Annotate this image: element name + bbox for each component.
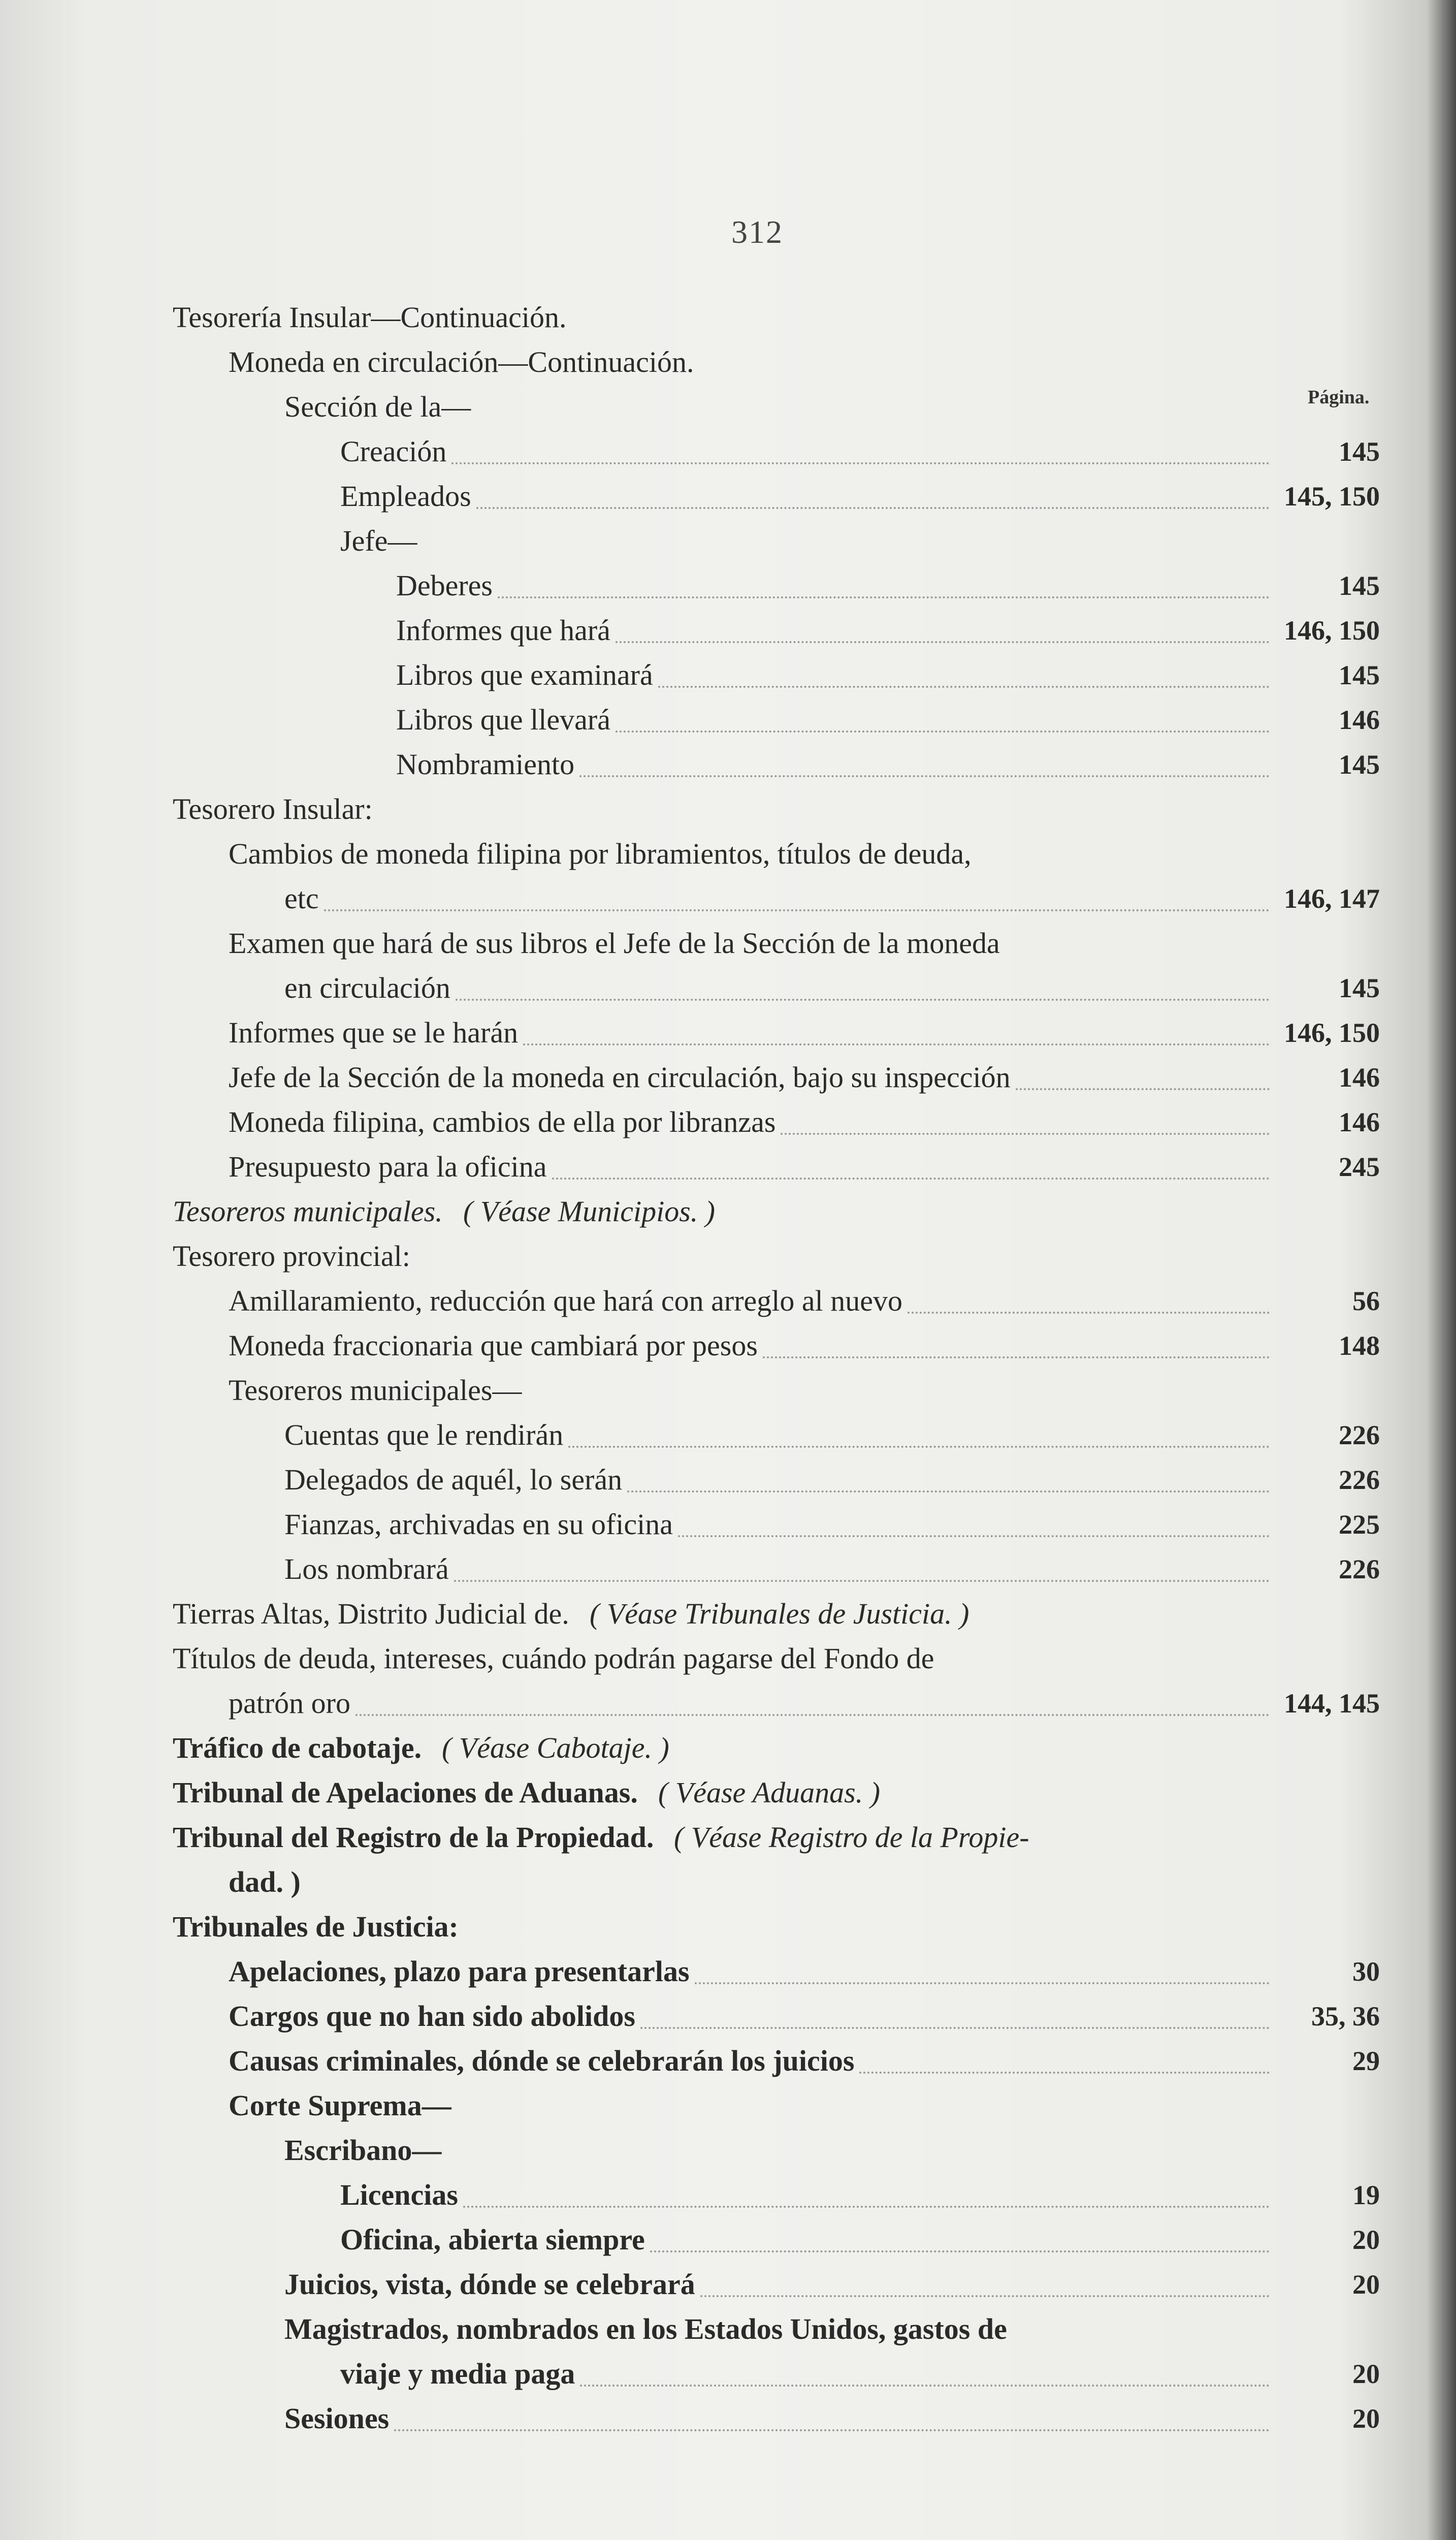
entry-text: Informes que se le harán <box>229 1016 519 1049</box>
leader-dots <box>454 1551 1270 1582</box>
page-reference: 146 <box>1339 1107 1380 1137</box>
see-reference: ( Véase Registro de la Propie- <box>674 1821 1029 1854</box>
leader-dots <box>476 479 1270 509</box>
leader-dots <box>781 1104 1270 1135</box>
entry-text: Tesoreros municipales. <box>173 1195 443 1228</box>
entry-text: Amillaramiento, reducción que hará con arreglo al nuevo <box>229 1284 903 1317</box>
page-reference: 145 <box>1339 973 1380 1003</box>
entry-text: Cambios de moneda filipina por libramientos, títulos de deuda, <box>229 837 972 870</box>
entry-text: Tesoreros municipales— <box>229 1374 522 1407</box>
entry-text: Cuentas que le rendirán <box>284 1418 564 1451</box>
page-reference: 226 <box>1339 1420 1380 1450</box>
entry-text: Cargos que no han sido abolidos <box>229 1999 635 2033</box>
page-reference: 20 <box>1352 2225 1380 2255</box>
leader-dots <box>616 702 1270 733</box>
entry-text: Empleados <box>340 480 471 513</box>
entry-text: Corte Suprema— <box>229 2089 451 2122</box>
leader-dots <box>579 747 1270 777</box>
page-reference: 144, 145 <box>1284 1688 1380 1719</box>
entry-text: Juicios, vista, dónde se celebrará <box>284 2268 695 2301</box>
leader-dots <box>650 2222 1270 2252</box>
entry-text: Oficina, abierta siempre <box>340 2223 645 2256</box>
page-reference: 145 <box>1339 570 1380 601</box>
entry-text: Moneda fraccionaria que cambiará por pesos <box>229 1329 758 1362</box>
leader-dots <box>640 1998 1270 2029</box>
page-reference: 35, 36 <box>1311 2001 1380 2031</box>
entry-text: Fianzas, archivadas en su oficina <box>284 1508 673 1541</box>
entry-text: Causas criminales, dónde se celebrarán los juicios <box>229 2044 855 2077</box>
page-reference: 146 <box>1339 705 1380 735</box>
leader-dots <box>616 613 1270 643</box>
entry-text: Tribunal de Apelaciones de Aduanas. <box>173 1776 638 1809</box>
leader-dots <box>859 2043 1270 2074</box>
see-reference: ( Véase Aduanas. ) <box>658 1776 881 1809</box>
page-reference: 29 <box>1352 2046 1380 2076</box>
page-reference: 20 <box>1352 2269 1380 2300</box>
leader-dots <box>394 2401 1270 2431</box>
entry-text: Tribunal del Registro de la Propiedad. <box>173 1821 654 1854</box>
page-reference: 146 <box>1339 1062 1380 1093</box>
entry-text: Presupuesto para la oficina <box>229 1150 547 1183</box>
entry-text: Libros que llevará <box>396 703 610 736</box>
leader-dots <box>324 881 1270 911</box>
see-reference: ( Véase Municipios. ) <box>463 1195 716 1228</box>
entry-text: Deberes <box>396 569 493 602</box>
page-reference: 148 <box>1339 1330 1380 1361</box>
entry-text: Tesorería Insular—Continuación. <box>173 301 567 334</box>
page-reference: 146, 150 <box>1284 615 1380 646</box>
leader-dots <box>580 2356 1270 2387</box>
entry-text: Nombramiento <box>396 748 575 781</box>
entry-text: Examen que hará de sus libros el Jefe de la Sección de la moneda <box>229 927 1000 960</box>
leader-dots <box>695 1954 1270 1984</box>
page-number: 312 <box>731 214 783 250</box>
entry-text: Moneda filipina, cambios de ella por libranzas <box>229 1105 776 1138</box>
page-reference: 30 <box>1352 1956 1380 1987</box>
page-reference: 20 <box>1352 2403 1380 2434</box>
entry-text: Tráfico de cabotaje. <box>173 1731 422 1764</box>
page-reference: 145, 150 <box>1284 481 1380 512</box>
entry-text: en circulación <box>284 971 450 1004</box>
leader-dots <box>463 2177 1270 2208</box>
entry-text: Informes que hará <box>396 614 610 647</box>
entry-text: Licencias <box>340 2178 458 2211</box>
page-reference: 145 <box>1339 749 1380 780</box>
leader-dots <box>763 1328 1270 1358</box>
page-reference: 19 <box>1352 2180 1380 2210</box>
entry-text: Tierras Altas, Distrito Judicial de. <box>173 1597 569 1630</box>
leader-dots <box>678 1507 1270 1537</box>
entry-text: Tribunales de Justicia: <box>173 1910 459 1943</box>
leader-dots <box>627 1462 1270 1493</box>
pagina-column-label: Página. <box>1308 387 1370 408</box>
entry-text: Delegados de aquél, lo serán <box>284 1463 623 1496</box>
entry-text: Tesorero provincial: <box>173 1240 410 1273</box>
entry-text: viaje y media paga <box>340 2357 575 2390</box>
entry-text: etc <box>284 882 319 915</box>
entry-text: Títulos de deuda, intereses, cuándo podrán pagarse del Fondo de <box>173 1642 934 1675</box>
leader-dots <box>456 970 1270 1001</box>
entry-text: Apelaciones, plazo para presentarlas <box>229 1955 690 1988</box>
leader-dots <box>568 1417 1270 1448</box>
page-reference: 146, 150 <box>1284 1018 1380 1048</box>
entry-text: patrón oro <box>229 1687 350 1720</box>
entry-text: Escribano— <box>284 2134 442 2167</box>
see-reference: ( Véase Tribunales de Justicia. ) <box>590 1597 969 1630</box>
entry-text: Sesiones <box>284 2402 390 2435</box>
page-reference: 56 <box>1352 1286 1380 1316</box>
leader-dots <box>1016 1060 1270 1090</box>
entry-text: Magistrados, nombrados en los Estados Unidos, gastos de <box>284 2312 1007 2345</box>
page-reference: 146, 147 <box>1284 883 1380 914</box>
leader-dots <box>700 2267 1270 2297</box>
entry-text: Los nombrará <box>284 1552 449 1585</box>
entry-text: Tesorero Insular: <box>173 792 373 826</box>
leader-dots <box>451 434 1270 464</box>
entry-text: Sección de la— <box>284 390 471 423</box>
entry-text: Moneda en circulación—Continuación. <box>229 345 694 378</box>
page-reference: 226 <box>1339 1554 1380 1584</box>
entry-text: Creación <box>340 435 447 468</box>
page-reference: 145 <box>1339 660 1380 690</box>
leader-dots <box>498 568 1270 598</box>
leader-dots <box>908 1283 1270 1314</box>
entry-text: Jefe de la Sección de la moneda en circulación, bajo su inspección <box>229 1061 1011 1094</box>
page-reference: 20 <box>1352 2359 1380 2389</box>
entry-text: Jefe— <box>340 524 417 557</box>
leader-dots <box>552 1149 1270 1180</box>
page-reference: 226 <box>1339 1465 1380 1495</box>
page-reference: 245 <box>1339 1152 1380 1182</box>
leader-dots <box>658 657 1270 688</box>
entry-text: Libros que examinará <box>396 658 653 691</box>
leader-dots <box>523 1015 1270 1045</box>
page-reference: 225 <box>1339 1509 1380 1540</box>
entry-text: dad. ) <box>229 1865 301 1898</box>
leader-dots <box>355 1686 1270 1716</box>
see-reference: ( Véase Cabotaje. ) <box>442 1731 669 1764</box>
page-reference: 145 <box>1339 436 1380 467</box>
